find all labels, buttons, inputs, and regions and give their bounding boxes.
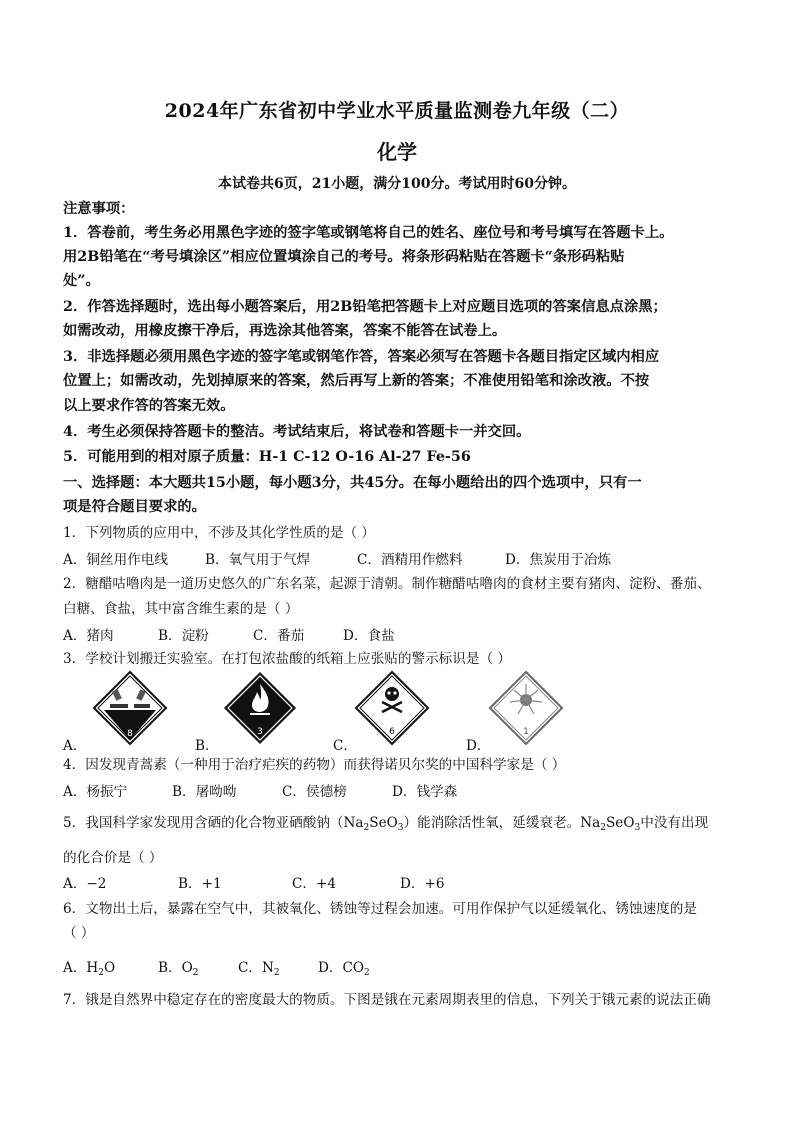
q3-option-b: B． [195, 738, 219, 754]
q2-option-b: B．淀粉 [158, 628, 209, 644]
corrosive-hazard-sign-icon [92, 670, 168, 746]
notes-heading: 注意事项： [63, 201, 135, 217]
q2-stem-2: 白糖、食盐，其中富含维生素的是（ ） [63, 601, 299, 617]
sign-number-1: 1 [523, 727, 529, 737]
q4-option-a: A．杨振宁 [63, 784, 128, 800]
q6-stem-1: 6．文物出土后，暴露在空气中，其被氧化、锈蚀等过程会加速。可用作保护气以延缓氧化、锈蚀速度的是 [63, 901, 697, 917]
explosive-hazard-sign-icon [488, 670, 564, 746]
note-1-line-3: 处”。 [63, 273, 100, 289]
q1-option-b: B．氧气用于气焊 [205, 552, 311, 568]
toxic-hazard-sign-icon [354, 670, 430, 746]
q5-option-b: B．+1 [178, 876, 222, 892]
q6-option-b: B．$O_2$ [158, 960, 199, 978]
q6-option-a: A．$H_2O$ [63, 960, 116, 978]
q4-option-c: C．侯德榜 [282, 784, 347, 800]
note-1-line-1: 1．答卷前，考生务必用黑色字迹的签字笔或钢笔将自己的姓名、座位号和考号填写在答题卡上。 [63, 225, 674, 241]
q1-option-d: D．焦炭用于冶炼 [505, 552, 612, 568]
note-2-line-2: 如需改动，用橡皮擦干净后，再选涂其他答案，答案不能答在试卷上。 [63, 323, 507, 339]
note-3-line-1: 3．非选择题必须用黑色字迹的签字笔或钢笔作答，答案必须写在答题卡各题目指定区域内相应 [63, 349, 660, 365]
q6-stem-2: （ ） [63, 925, 95, 941]
sign-number-8: 8 [127, 729, 133, 739]
q5-stem-1: 5．我国科学家发现用含硒的化合物亚硒酸钠$(Na_2SeO_3)$能消除活性氧，延缓衰老。$Na_2SeO_3$中没有出现 [63, 815, 709, 833]
note-5: 5．可能用到的相对原子质量：H-1 C-12 O-16 Al-27 Fe-56 [63, 449, 471, 465]
section-1-line-1: 一、选择题：本大题共15小题，每小题3分，共45分。在每小题给出的四个选项中，只有一 [63, 475, 642, 491]
q2-option-c: C．番茄 [253, 628, 305, 644]
q1-option-c: C．酒精用作燃料 [357, 552, 463, 568]
q5-option-d: D．+6 [400, 876, 445, 892]
sign-number-3: 3 [257, 727, 263, 737]
exam-title: 2024年广东省初中学业水平质量监测卷九年级（二） [164, 100, 630, 122]
note-2-line-1: 2．作答选择题时，选出每小题答案后，用2B铅笔把答题卡上对应题目选项的答案信息点涂黑； [63, 299, 667, 315]
q3-option-d: D． [466, 738, 491, 754]
flammable-hazard-sign-icon [222, 670, 298, 746]
q2-option-d: D．食盐 [343, 628, 395, 644]
q6-option-d: D．$CO_2$ [318, 960, 370, 978]
note-3-line-3: 以上要求作答的答案无效。 [63, 398, 235, 414]
q3-option-a: A． [63, 738, 87, 754]
exam-info: 本试卷共6页，21小题，满分100分。考试用时60分钟。 [218, 176, 576, 192]
q1-option-a: A．铜丝用作电线 [63, 552, 168, 568]
q5-option-a: A．−2 [63, 876, 107, 892]
note-4: 4．考生必须保持答题卡的整洁。考试结束后，将试卷和答题卡一并交回。 [63, 424, 531, 440]
q4-stem: 4．因发现青蒿素（一种用于治疗疟疾的药物）而获得诺贝尔奖的中国科学家是（ ） [63, 757, 566, 773]
sign-number-6: 6 [389, 727, 395, 737]
q1-stem: 1．下列物质的应用中，不涉及其化学性质的是（ ） [63, 525, 376, 541]
q2-option-a: A．猪肉 [63, 628, 114, 644]
q3-stem: 3．学校计划搬迁实验室。在打包浓盐酸的纸箱上应张贴的警示标识是（ ） [63, 651, 511, 667]
note-1-line-2: 用2B铅笔在“考号填涂区”相应位置填涂自己的考号。将条形码粘贴在答题卡“条形码粘贴 [63, 249, 625, 265]
section-1-line-2: 项是符合题目要求的。 [63, 499, 206, 515]
subject-title: 化学 [377, 140, 417, 164]
note-3-line-2: 位置上；如需改动，先划掉原来的答案，然后再写上新的答案；不准使用铅笔和涂改液。不按 [63, 373, 650, 389]
q5-option-c: C．+4 [292, 876, 337, 892]
q4-option-b: B．屠呦呦 [172, 784, 237, 800]
q5-stem-2: 的化合价是（ ） [63, 850, 163, 866]
q4-option-d: D．钱学森 [392, 784, 458, 800]
q3-option-c: C． [333, 738, 357, 754]
q2-stem-1: 2．糖醋咕噜肉是一道历史悠久的广东名菜，起源于清朝。制作糖醋咕噜肉的食材主要有猪肉、淀粉、番茄、 [63, 576, 711, 592]
q6-option-c: C．$N_2$ [238, 960, 280, 978]
q7-stem-1: 7．锇是自然界中稳定存在的密度最大的物质。下图是锇在元素周期表里的信息，下列关于锇元素的说法正确 [63, 992, 711, 1008]
